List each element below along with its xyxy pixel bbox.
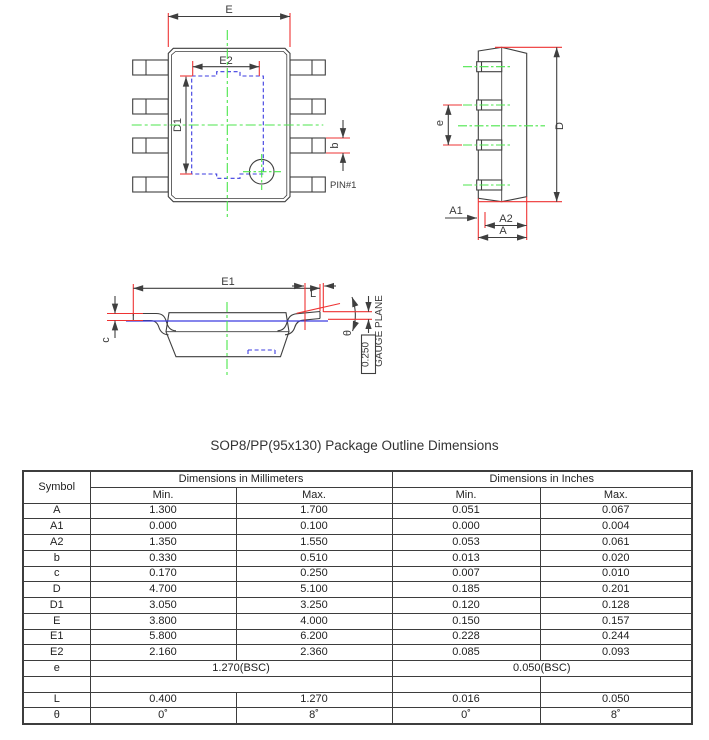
cell-mm-min: 4.700 [90,582,236,598]
front-view [100,276,385,376]
cell-in-min: 0.120 [392,598,540,614]
pins-right [290,60,325,192]
dim-b [326,120,350,171]
cell-symbol: A2 [23,535,90,551]
cell-symbol: L [23,692,90,708]
empty-cell [23,676,90,692]
dim-A1 [445,198,485,240]
cell-mm-max: 5.100 [236,582,392,598]
cell-symbol: A1 [23,519,90,535]
cell-symbol: c [23,566,90,582]
cell-mm-max: 8˚ [236,708,392,724]
gauge-plane-label: GAUGE PLANE [374,295,385,367]
empty-cell [540,676,692,692]
cell-in-max: 0.244 [540,629,692,645]
in-min-header: Min. [392,487,540,503]
dim-label-A: A [499,225,507,237]
cell-mm-min: 0.330 [90,550,236,566]
dim-label-L: L [309,288,317,300]
dim-label-theta: θ [342,329,354,337]
cell-symbol: E1 [23,629,90,645]
cell-in-min: 0.085 [392,645,540,661]
pins-left [133,60,169,192]
side-view [434,47,566,240]
empty-cell [392,676,540,692]
cell-mm-min: 0.400 [90,692,236,708]
table-row [23,692,692,708]
cell-mm-bsc: 1.270(BSC) [90,661,392,677]
dim-label-e: e [434,119,446,127]
cell-symbol: θ [23,708,90,724]
cell-mm-min: 1.350 [90,535,236,551]
table-row [23,582,692,598]
cell-in-max: 0.093 [540,645,692,661]
cell-in-min: 0.000 [392,519,540,535]
cell-mm-max: 1.700 [236,503,392,519]
cell-in-min: 0.007 [392,566,540,582]
cell-mm-max: 2.360 [236,645,392,661]
mm-header-cell: Dimensions in Millimeters [90,471,392,487]
table-header-row-groups [23,471,692,487]
cell-in-min: 0.051 [392,503,540,519]
table-row-e [23,661,692,677]
cell-in-max: 0.061 [540,535,692,551]
dim-label-c: c [100,337,112,343]
table-row [23,598,692,614]
cell-in-max: 0.050 [540,692,692,708]
cell-mm-max: 3.250 [236,598,392,614]
cell-mm-max: 0.510 [236,550,392,566]
dim-label-E: E [225,4,233,16]
cell-symbol: D [23,582,90,598]
dim-label-D1: D1 [172,117,184,133]
dim-label-E1: E1 [221,276,235,288]
cell-symbol: A [23,503,90,519]
cell-mm-max: 1.550 [236,535,392,551]
dim-c [100,296,143,343]
cell-mm-max: 1.270 [236,692,392,708]
cell-symbol: D1 [23,598,90,614]
cell-in-min: 0˚ [392,708,540,724]
dim-E [168,4,290,47]
cell-mm-max: 0.100 [236,519,392,535]
cell-mm-max: 6.200 [236,629,392,645]
cell-in-min: 0.228 [392,629,540,645]
cell-symbol: E [23,613,90,629]
cell-mm-min: 1.300 [90,503,236,519]
cell-in-max: 0.020 [540,550,692,566]
in-max-header: Max. [540,487,692,503]
gauge-value-label: 0.250 [360,341,372,368]
table-row [23,629,692,645]
dim-label-A2: A2 [499,213,513,225]
cell-in-min: 0.185 [392,582,540,598]
pin1-label: PIN#1 [330,180,357,191]
cell-in-max: 0.157 [540,613,692,629]
dim-A [478,225,526,238]
dim-label-b: b [329,142,341,149]
dim-L [292,283,336,330]
table-header-row-minmax [23,487,692,503]
cell-in-max: 8˚ [540,708,692,724]
dimensions-table [22,470,693,725]
cell-in-bsc: 0.050(BSC) [392,661,692,677]
cell-in-max: 0.004 [540,519,692,535]
cell-symbol: E2 [23,645,90,661]
cell-in-max: 0.010 [540,566,692,582]
table-row [23,566,692,582]
cell-mm-min: 0.170 [90,566,236,582]
figure-title: SOP8/PP(95x130) Package Outline Dimensions [210,438,499,453]
table-row [23,503,692,519]
dim-label-D: D [554,122,566,130]
cell-in-min: 0.013 [392,550,540,566]
cell-mm-min: 3.050 [90,598,236,614]
cell-in-min: 0.053 [392,535,540,551]
dim-e [434,105,462,145]
cell-mm-min: 0.000 [90,519,236,535]
empty-cell [90,676,392,692]
symbol-header-cell: Symbol [23,471,90,503]
table-row [23,535,692,551]
cell-in-max: 0.201 [540,582,692,598]
in-header-cell: Dimensions in Inches [392,471,692,487]
cell-mm-min: 5.800 [90,629,236,645]
table-row [23,708,692,724]
table-row [23,519,692,535]
cell-in-max: 0.128 [540,598,692,614]
cell-mm-max: 4.000 [236,613,392,629]
top-view [132,4,357,220]
cell-mm-min: 3.800 [90,613,236,629]
cell-mm-min: 2.160 [90,645,236,661]
cell-symbol: b [23,550,90,566]
cell-mm-min: 0˚ [90,708,236,724]
table-row-empty [23,676,692,692]
cell-in-min: 0.150 [392,613,540,629]
mm-max-header: Max. [236,487,392,503]
dim-label-E2: E2 [219,55,233,67]
cell-in-min: 0.016 [392,692,540,708]
cell-symbol: e [23,661,90,677]
cell-mm-max: 0.250 [236,566,392,582]
table-row [23,645,692,661]
table-row [23,613,692,629]
table-row [23,550,692,566]
cell-in-max: 0.067 [540,503,692,519]
dim-label-A1: A1 [449,205,463,217]
mm-min-header: Min. [90,487,236,503]
